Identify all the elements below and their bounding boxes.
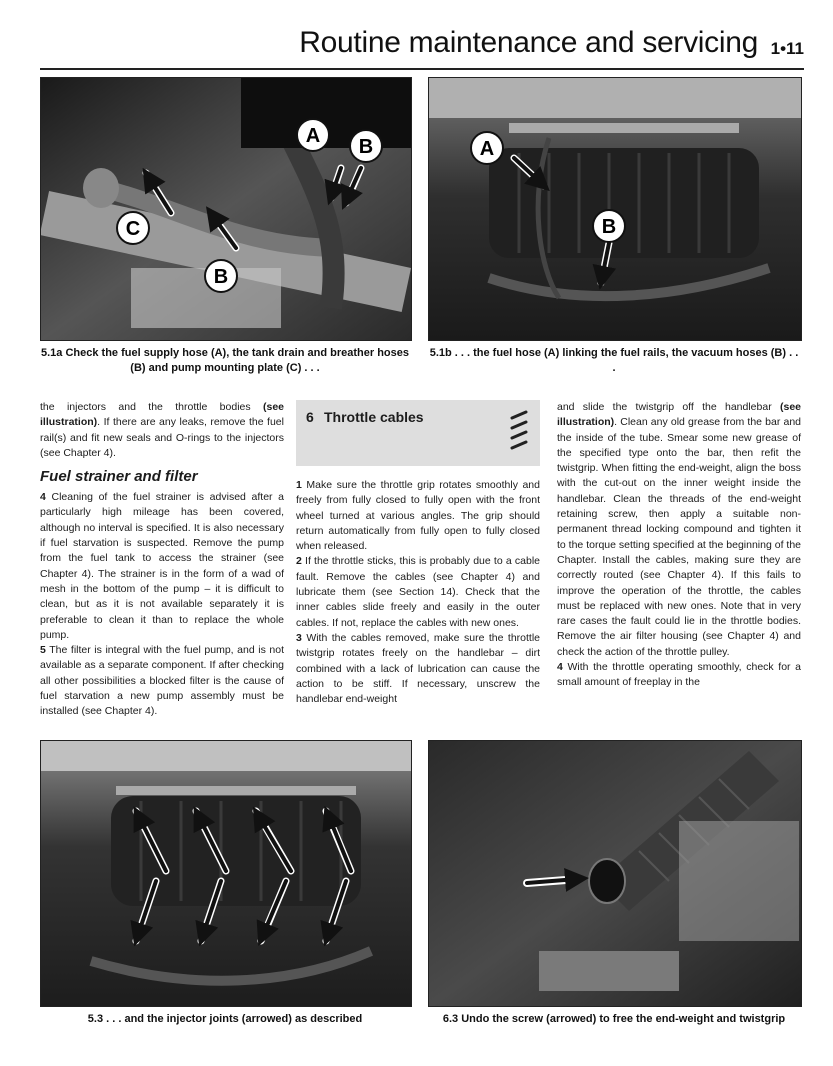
paragraph: the injectors and the throttle bodies (see illustration). If there are any leaks, remove the fuel rail(s) and fit new seals and O-rings to the injectors (see Chapter 4). bbox=[40, 401, 284, 459]
photo-injector-joints bbox=[40, 740, 412, 1007]
paragraph: and slide the twistgrip off the handlebar (see illustration). Clean any old grease from the bar and the inside of the tube. Smear some new grease of the specified type onto the bar, then refit the twistgrip. When fitting the end-weight, align the boss with the cut-out on the inner weight inside the handlebar. Clean the threads of the end-weight retaining screw, then apply a suitable non-permanent thread locking compound and tighten it to the torque setting specified at the beginning of the Chapter. Install the cables, making sure they are correctly routed (see Chapter 4). If this fails to improve the operation of the throttle, the cables must be replaced with new ones. Note that in very rare cases the fault could lie in the throttle bodies. Remove the air filter housing (see Chapter 4) and check the action of the throttle pulley. bbox=[557, 401, 802, 658]
label-c: C bbox=[125, 218, 141, 240]
photo-fuel-supply-hose bbox=[40, 77, 412, 341]
label-a: A bbox=[305, 125, 321, 147]
paragraph: 5 The filter is integral with the fuel pump, and is not available as a separate component. If after checking all other possibilities a blocked filter is the cause of fuel starvation a new pump assembly must be installed (see Chapter 4). bbox=[40, 644, 284, 718]
section-number: 6 bbox=[306, 409, 314, 425]
text-column-1 bbox=[40, 400, 284, 720]
difficulty-spanner-icon bbox=[506, 408, 532, 458]
label-b-lower: B bbox=[213, 266, 229, 288]
text-column-3 bbox=[557, 400, 801, 691]
label-a: A bbox=[479, 138, 495, 160]
subheading: Fuel strainer and filter bbox=[40, 468, 198, 486]
section-heading-box bbox=[296, 400, 540, 466]
section-title: Throttle cables bbox=[324, 409, 424, 425]
paragraph: 2 If the throttle sticks, this is probably due to a cable fault. Remove the cables (see Chapter 4) and lubricate them (see Section 14). Check that the inner cables slide freely and easily in the outer cables. If not, replace the cables with new ones. bbox=[296, 555, 540, 629]
text-column-2 bbox=[296, 400, 540, 707]
paragraph: 4 With the throttle operating smoothly, check for a small amount of freeplay in the bbox=[557, 661, 801, 689]
label-b: B bbox=[601, 216, 617, 238]
caption-5-1a: 5.1a Check the fuel supply hose (A), the tank drain and breather hoses (B) and pump mounting plate (C) . . . bbox=[41, 347, 409, 374]
caption-5-3: 5.3 . . . and the injector joints (arrowed) as described bbox=[87, 1013, 363, 1025]
paragraph: 3 With the cables removed, make sure the throttle twistgrip rotates freely on the handlebar – dirt combined with a lack of lubrication can cause the action to be stiff. If necessary, unscrew the handlebar end-weight bbox=[296, 631, 541, 706]
photo-fuel-rails bbox=[428, 77, 802, 341]
caption-5-1b: 5.1b . . . the fuel hose (A) linking the fuel rails, the vacuum hoses (B) . . . bbox=[429, 347, 799, 374]
label-b: B bbox=[358, 136, 374, 158]
paragraph: 4 Cleaning of the fuel strainer is advised after a particularly high mileage has been covered, although no interval is specified. It is also necessary if fuel starvation is suspected. Remove the pump from the fuel tank to access the strainer (see Chapter 4). The strainer is in the form of a wad of mesh in the bottom of the pump – it is difficult to clean, but as it is not available separately it is preferable to clean it than to replace the whole pump. bbox=[40, 491, 285, 641]
page-number: 1•11 bbox=[770, 39, 804, 58]
paragraph: 1 Make sure the throttle grip rotates smoothly and freely from fully closed to fully open with the front wheel turned at various angles. The grip should return automatically from fully open to fully closed when released. bbox=[296, 479, 540, 553]
page-title: Routine maintenance and servicing bbox=[299, 26, 758, 59]
photo-end-weight-screw bbox=[428, 740, 802, 1007]
caption-6-3: 6.3 Undo the screw (arrowed) to free the end-weight and twistgrip bbox=[442, 1013, 786, 1025]
page-header bbox=[40, 24, 804, 70]
